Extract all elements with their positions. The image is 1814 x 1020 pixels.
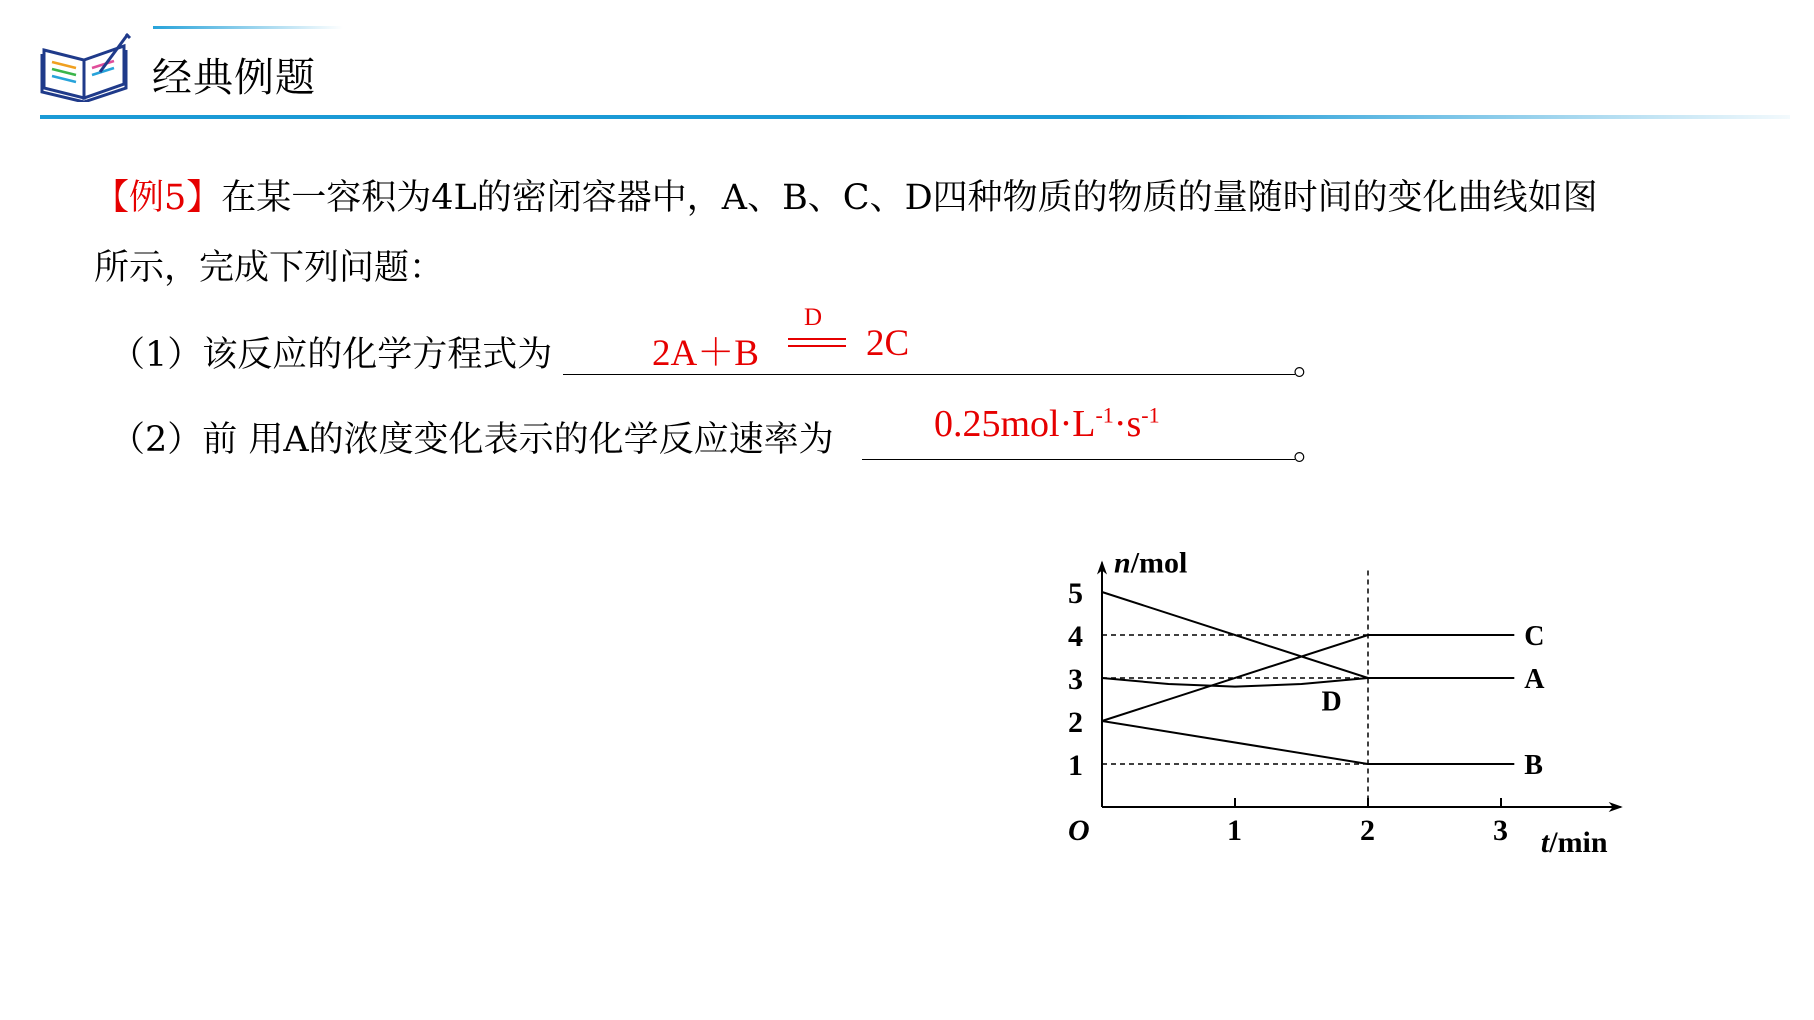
y-tick-label-1: 1 [1068,749,1083,782]
q2-answer-mid: ·s [1113,403,1142,445]
question-2-end-mark: 。 [1293,428,1329,468]
series-label-B: B [1524,750,1543,781]
x-tick-label-2: 2 [1360,814,1375,847]
question-2-blank [862,459,1295,460]
question-1-prefix: （1）该反应的化学方程式为 [110,335,553,375]
y-tick-label-2: 2 [1068,706,1083,739]
example-tag: 【例5】 [94,178,222,218]
q1-answer-equals-sign [786,336,848,350]
q2-answer-exponent-1: -1 [1095,402,1114,428]
problem-intro-line-2: 所示，完成下列问题： [94,248,445,288]
x-tick-label-1: 1 [1227,814,1242,847]
header-divider [40,115,1790,119]
y-tick-label-3: 3 [1068,663,1083,696]
q2-answer-exponent-2: -1 [1141,402,1160,428]
question-2-prefix: （2）前 用A的浓度变化表示的化学反应速率为 [110,420,834,460]
header-top-accent-line [153,26,343,29]
series-label-D: D [1321,686,1342,718]
q2-answer-rate [934,402,1160,446]
y-tick-label-4: 4 [1068,620,1083,653]
q2-answer-main: 0.25mol·L [934,403,1096,445]
section-title: 经典例题 [152,55,316,101]
problem-intro-line-1 [94,176,1598,220]
q1-answer-reactants: 2A＋B [652,333,759,374]
series-line-B [1102,721,1514,764]
series-label-C: C [1524,621,1545,652]
q1-answer-product: 2C [866,323,910,364]
y-tick-label-5: 5 [1068,577,1083,610]
mole-time-chart [1060,545,1660,875]
q1-answer-catalyst: D [804,304,823,331]
intro-text-1: 在某一容积为4L的密闭容器中，A、B、C、D四种物质的物质的量随时间的变化曲线如图 [221,178,1598,218]
question-1-end-mark: 。 [1293,343,1329,383]
origin-label: O [1068,814,1090,847]
y-axis-title: n/mol [1114,546,1188,580]
x-tick-label-3: 3 [1493,814,1508,847]
open-book-icon [40,32,132,102]
x-axis-title: t/min [1540,826,1608,859]
series-label-A: A [1524,664,1545,695]
